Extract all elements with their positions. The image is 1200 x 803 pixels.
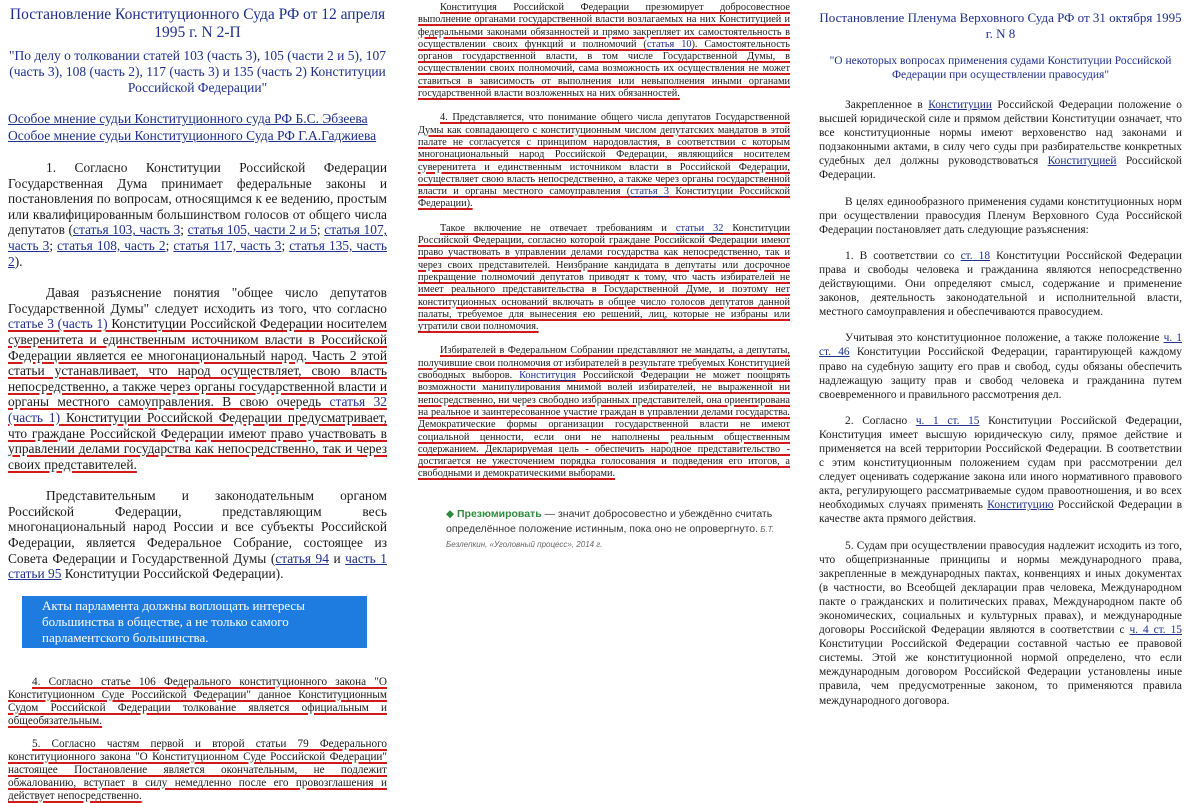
quote-source: Б.Т. Безлепкин, «Уголовный процесс», 2014 г. <box>446 524 775 549</box>
article-link[interactable]: часть 1 статьи 95 <box>8 550 387 582</box>
doc3-title: Постановление Пленума Верховного Суда РФ от 31 октября 1995 г. N 8 <box>819 10 1182 41</box>
article-link[interactable]: статья 117, часть 3 <box>173 237 282 253</box>
opinion-link-gadzhiev[interactable]: Особое мнение судьи Конституционного Суда РФ Г.А.Гаджиева <box>8 128 377 143</box>
article-link[interactable]: статья 107, часть 3 <box>8 222 387 253</box>
quote-text: — значит добросовестно и убеждённо считать определённое положение истинным, пока оно не опровергнуто. <box>446 507 773 535</box>
opinion-link-ebzeev[interactable]: Особое мнение судьи Конституционного суда РФ Б.С. Эбзеева <box>8 111 368 126</box>
doc1-title: Постановление Конституционного Суда РФ от 12 апреля 1995 г. N 2-П <box>9 6 386 41</box>
article-link[interactable]: статье 3 (часть 1) <box>8 316 108 332</box>
article-link[interactable]: ст. 18 <box>960 249 991 262</box>
doc2-paragraph-1: Конституция Российской Федерации презюмирует добросовестное выполнение органами государственной власти возлагаемых на них Конституцией и федеральными законами обязанностей и прямо закрепляет их самостоятельность в осуществлении своих функций и полномочий (статья 10). Самостоятельность органов государственной власти, в том числе Государственной Думы, в осуществлении своих полномочий, сама возможность их осуществления не может ставиться в зависимость от выполнения или невыполнения иными органами государственной власти возложенных на них обязанностей. <box>418 2 790 100</box>
doc3-subtitle: "О некоторых вопросах применения судами Конституции Российской Федерации при осуществлении правосудия" <box>829 55 1172 81</box>
document-column-1 <box>0 0 395 803</box>
article-link[interactable]: ч. 1 ст. 15 <box>915 414 980 427</box>
article-link[interactable]: статьи 32 <box>675 222 724 234</box>
doc1-paragraph-3: Представительным и законодательным органом Российской Федерации, представляющим весь многонациональный народ России и все субъекты Российской Федерации, является Федеральное Собрание, состоящее из Совета Федерации и Государственной Думы (статья 94 и часть 1 статьи 95 Конституции Российской Федерации). <box>8 488 387 582</box>
article-link[interactable]: статья 32 (часть 1) <box>8 394 387 425</box>
doc2-paragraph-3: Такое включение не отвечает требованиям и статьи 32 Конституции Российской Федерации, согласно которой граждане Российской Федерации имеют право участвовать в управлении делами государства как непосредственно, так и через своих представителей. Неизбрание кандидата в депутаты или досрочное прекращение полномочий депутатов приводят к тому, что часть избирателей не имеет реального представительства в Государственной Думе, и поэтому нет конституционных оснований включать в общее число голосов депутатов данной палаты, требуемое для вынесения ею решений, лиц, которые не избраны или утратили свои полномочия. <box>418 222 791 333</box>
doc2-paragraph-4: Избирателей в Федеральном Собрании представляют не мандаты, а депутаты, получившие свои полномочия от избирателей в результате требуемых Конституцией свободных выборов. Конституция Российской Федерации не может поощрять возможности манипулирования мнимой волей избирателей, не выраженной ни непосредственно, ни через свободно избранных представителей, она ориентирована на реальное и заинтересованное участие граждан в управлении делами государства. Демократические формы организации государственной власти не имеют социальной ценности, если они не наполнены реальным общественным содержанием. Декларируемая цель - обеспечить народное представительство - достигается не ужесточением порядка голосования и подведения его итогов, а свободными и демократическими выборами. <box>418 345 790 480</box>
doc3-paragraph-1: Закрепленное в Конституции Российской Федерации положение о высшей юридической силе и прямом действии Конституции означает, что все конституционные нормы имеют верховенство над законами и подзаконными актами, в силу чего суды при разбирательстве конкретных судебных дел должны руководствоваться Конституцией Российской Федерации. <box>819 99 1182 182</box>
constitution-link[interactable]: Конституция <box>519 370 576 382</box>
doc3-paragraph-3: 1. В соответствии со ст. 18 Конституции Российской Федерации права и свободы человека и гражданина являются непосредственно действующими. Они определяют смысл, содержание и применение законов, деятельность законодательной и исполнительной власти, местного самоуправления и обеспечиваются правосудием. <box>819 249 1183 319</box>
constitution-link[interactable]: Конституции <box>928 99 992 111</box>
doc3-paragraph-4: Учитывая это конституционное положение, а также положение ч. 1 ст. 46 Конституции Российской Федерации, гарантирующей каждому право на судебную защиту его прав и свобод, суды обязаны обеспечить надлежащую защиту прав и свобод человека и гражданина путем своевременного и правильного рассмотрения дел. <box>819 332 1182 401</box>
document-column-3 <box>805 0 1200 708</box>
article-link[interactable]: статья 3 <box>630 186 670 198</box>
article-link[interactable]: ч. 4 ст. 15 <box>1129 624 1182 637</box>
definition-quote <box>446 507 790 552</box>
doc3-paragraph-6: 5. Судам при осуществлении правосудия надлежит исходить из того, что общепризнанные принципы и нормы международного права, закрепленные в международных пактах, конвенциях и иных документах (в частности, во Всеобщей декларации прав человека, Международном пакте о гражданских и политических правах, Международном пакте об экономических, социальных и культурных правах), и международные договоры Российской Федерации являются в соответствии с ч. 4 ст. 15 Конституции Российской Федерации составной частью ее правовой системы. Этой же конституционной нормой определено, что если международным договором Российской Федерации установлены иные правила, чем предусмотренные законом, то применяются правила международного договора. <box>819 539 1182 707</box>
article-link[interactable]: ч. 1 ст. 46 <box>819 332 1182 359</box>
doc1-paragraph-5: 5. Согласно частям первой и второй статьи 79 Федерального конституционного закона "О Конституционном Суде Российской Федерации" настоящее Постановление является окончательным, не подлежит обжалованию, вступает в силу немедленно после его провозглашения и действует непосредственно. <box>8 737 387 802</box>
opinions-list <box>8 110 387 144</box>
article-link[interactable]: статья 105, части 2 и 5 <box>187 222 317 238</box>
article-link[interactable]: статья 94 <box>275 550 329 566</box>
diamond-bullet-icon: ◆ <box>446 507 455 520</box>
doc2-paragraph-2: 4. Представляется, что понимание общего числа депутатов Государственной Думы как совпадающего с конституционным числом депутатских мандатов в этой палате не согласуется с принципом народовластия, в соответствии с которым многонациональный народ Российской Федерации, являющийся носителем суверенитета и единственным источником власти в Российской Федерации, осуществляет свою власть непосредственно, а также через органы государственной власти и органы местного самоуправления (статья 3 Конституции Российской Федерации). <box>418 112 791 210</box>
article-link[interactable]: статья 108, часть 2 <box>57 237 166 253</box>
doc3-paragraph-5: 2. Согласно ч. 1 ст. 15 Конституции Российской Федерации, Конституция имеет высшую юридическую силу, прямое действие и применяется на всей территории Российской Федерации. В соответствии с этим конституционным положением судам при рассмотрении дел следует оценивать содержание закона или иного нормативного правового акта, регулирующего рассматриваемые судом правоотношения, и во всех необходимых случаях применять Конституцию Российской Федерации в качестве акта прямого действия. <box>819 414 1182 526</box>
constitution-link[interactable]: Конституцию <box>987 499 1054 512</box>
article-link[interactable]: статья 10 <box>646 38 692 50</box>
doc1-paragraph-1: 1. Согласно Конституции Российской Федерации Государственная Дума принимает федеральные законы и постановления по вопросам, относящимся к ее ведению, простым или квалифицированным большинством голосов от общего числа депутатов (статья 103, часть 3; статья 105, части 2 и 5; статья 107, часть 3; статья 108, часть 2; статья 117, часть 3; статья 135, часть 2). <box>8 160 388 269</box>
quote-term: Презюмировать <box>457 507 542 520</box>
highlighted-quote: Акты парламента должны воплощать интересы большинства в обществе, а не только самого парламентского большинства. <box>22 596 367 648</box>
doc3-paragraph-2: В целях единообразного применения судами конституционных норм при осуществлении правосудия Пленум Верховного Суда Российской Федерации постановляет дать следующие разъяснения: <box>819 195 1182 236</box>
doc1-subtitle: "По делу о толковании статей 103 (часть 3), 105 (части 2 и 5), 107 (часть 3), 108 (часть 2), 117 (часть 3) и 135 (часть 2) Конституции Российской Федерации" <box>9 48 386 95</box>
doc1-paragraph-4: 4. Согласно статье 106 Федерального конституционного закона "О Конституционном Суде Российской Федерации" данное Конституционным Судом Российской Федерации толкование является официальным и общеобязательным. <box>8 675 387 727</box>
article-link[interactable]: статья 103, часть 3 <box>73 222 181 238</box>
document-column-2 <box>398 0 798 552</box>
doc1-paragraph-2: Давая разъяснение понятия "общее число депутатов Государственной Думы" следует исходить из того, что согласно статье 3 (часть 1) Конституции Российской Федерации носителем суверенитета и единственным источником власти в Российской Федерации является ее многонациональный народ. Часть 2 этой статьи устанавливает, что народ осуществляет, свою власть непосредственно, а также через органы государственной власти и органы местного самоуправления. В свою очередь статья 32 (часть 1) Конституции Российской Федерации предусматривает, что граждане Российской Федерации имеют право участвовать в управлении делами государства как непосредственно, так и через своих представителей. <box>8 285 388 472</box>
constitution-link[interactable]: Конституцией <box>1047 155 1117 168</box>
article-link[interactable]: статья 135, часть 2 <box>8 237 388 269</box>
